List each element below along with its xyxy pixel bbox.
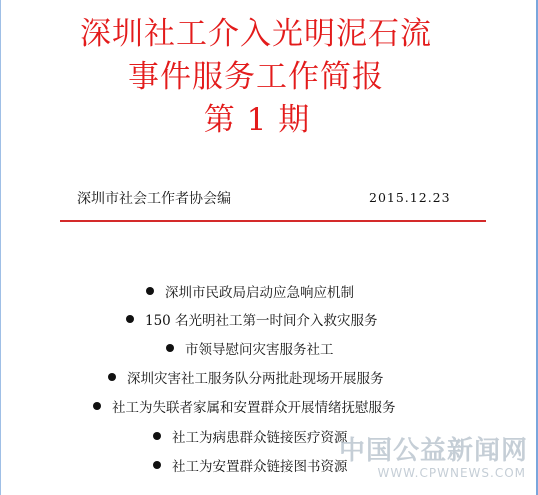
- list-item-text: 深圳灾害社工服务队分两批赴现场开展服务: [127, 371, 384, 387]
- list-item-text: 150 名光明社工第一时间介入救灾服务: [145, 313, 378, 329]
- list-item: [146, 281, 354, 301]
- list-item: [93, 396, 396, 416]
- title-line-1: 深圳社工介入光明泥石流: [80, 16, 432, 52]
- bullet-icon: [153, 432, 161, 440]
- bullet-icon: [146, 287, 154, 295]
- list-item: [153, 455, 348, 475]
- watermark-chinese: 中国公益新闻网: [338, 436, 528, 466]
- site-watermark: [339, 436, 528, 480]
- title-line-2: 事件服务工作简报: [128, 59, 384, 95]
- list-item: [153, 426, 348, 446]
- list-item: [108, 367, 384, 387]
- watermark-url: WWW.CPWNEWS.COM: [377, 466, 526, 480]
- bullet-icon: [93, 402, 101, 410]
- bullet-icon: [126, 315, 134, 323]
- bullet-icon: [153, 461, 161, 469]
- list-item-text: 社工为病患群众链接医疗资源: [172, 430, 348, 446]
- bullet-icon: [166, 344, 174, 352]
- bullet-icon: [108, 373, 116, 381]
- list-item: [126, 309, 378, 329]
- list-item-text: 社工为失联者家属和安置群众开展情绪抚慰服务: [112, 400, 396, 416]
- issue-number: 第 1 期: [203, 102, 311, 138]
- list-item-text: 社工为安置群众链接图书资源: [172, 459, 348, 475]
- publisher: 深圳市社会工作者协会编: [77, 191, 231, 207]
- list-item-text: 深圳市民政局启动应急响应机制: [165, 285, 354, 301]
- list-item: [166, 338, 334, 358]
- publish-date: 2015.12.23: [369, 190, 451, 205]
- list-item-text: 市领导慰问灾害服务社工: [185, 342, 334, 358]
- red-divider: [60, 220, 486, 222]
